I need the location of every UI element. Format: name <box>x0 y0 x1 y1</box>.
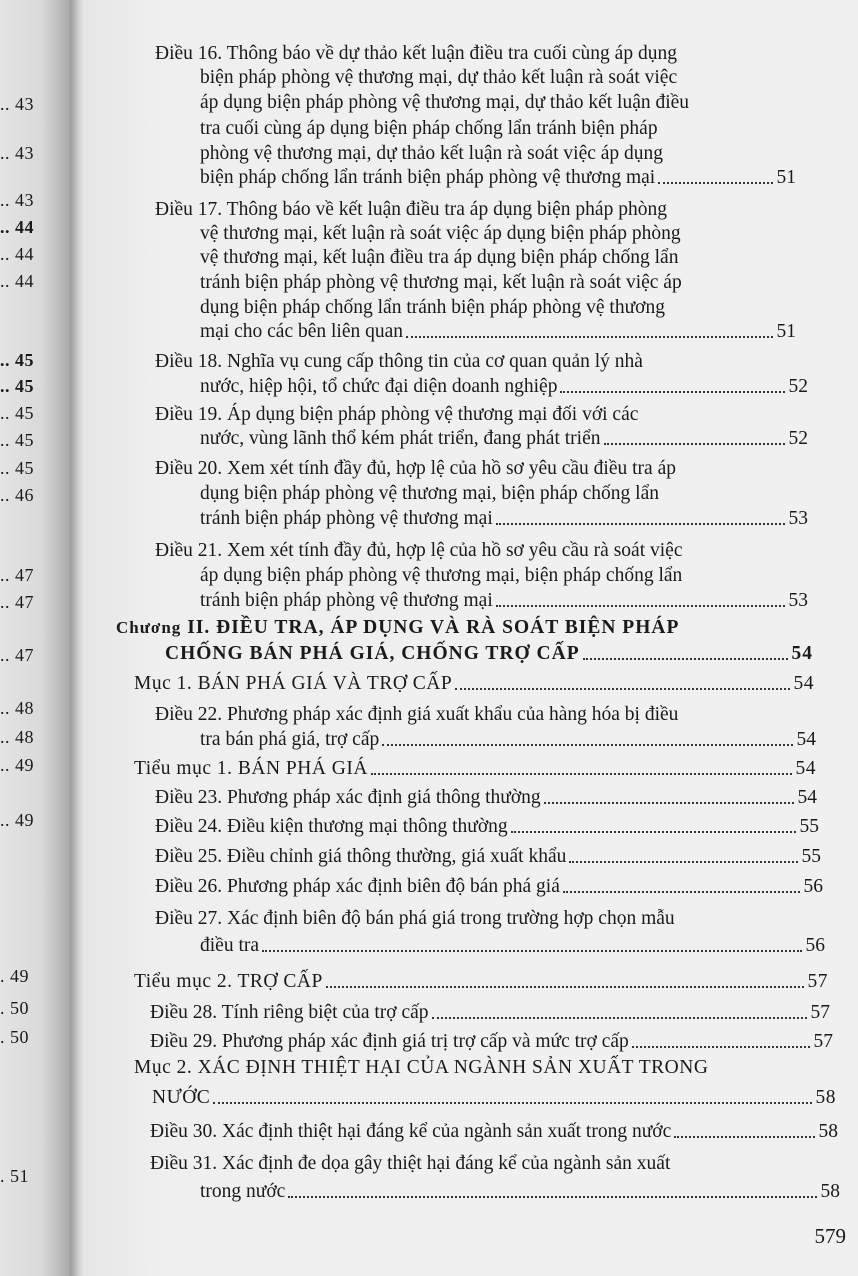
margin-page-number: .. 45 <box>0 403 34 423</box>
toc-entry-16[interactable] <box>200 166 796 190</box>
margin-page-number: . 51 <box>0 1166 29 1186</box>
toc-page-ref: 52 <box>788 428 808 449</box>
toc-entry-17[interactable] <box>200 320 796 344</box>
toc-entry-text: trong nước <box>200 1181 286 1202</box>
toc-page-ref: 56 <box>803 876 823 897</box>
toc-entry-20[interactable] <box>200 507 808 531</box>
margin-page-number: . 50 <box>0 998 29 1018</box>
toc-entry-29[interactable] <box>150 1030 833 1054</box>
toc-page-ref: 51 <box>776 167 796 188</box>
toc-page-ref: 54 <box>791 643 813 664</box>
toc-entry-text: Tiểu mục 2. TRỢ CẤP <box>134 971 323 992</box>
toc-subsection-1[interactable] <box>134 757 816 781</box>
toc-page-ref: 58 <box>820 1181 840 1202</box>
toc-entry-text: nước, hiệp hội, tổ chức đại diện doanh nghiệp <box>200 376 558 397</box>
dot-leader <box>288 1196 816 1198</box>
margin-page-number: .. 43 <box>0 190 34 210</box>
chapter-heading <box>116 616 679 640</box>
toc-entry-text: Điều 26. Phương pháp xác định biên độ bán phá giá <box>155 876 560 897</box>
toc-entry-text: nước, vùng lãnh thổ kém phát triển, đang phát triển <box>200 428 601 449</box>
toc-entry-26[interactable] <box>155 875 823 899</box>
toc-entry-31-line: Điều 31. Xác định đe dọa gây thiệt hại đáng kể của ngành sản xuất <box>150 1153 671 1174</box>
margin-page-number: .. 45 <box>0 350 34 370</box>
toc-page-ref: 54 <box>797 787 817 808</box>
toc-page-ref: 56 <box>805 935 825 956</box>
dot-leader <box>496 605 785 607</box>
dot-leader <box>658 182 772 184</box>
toc-entry-20-line: dụng biện pháp phòng vệ thương mại, biện pháp chống lẩn <box>200 483 660 504</box>
margin-page-number: .. 44 <box>0 217 34 237</box>
margin-page-number: . 49 <box>0 966 29 986</box>
toc-entry-16-line: phòng vệ thương mại, dự thảo kết luận rà soát việc áp dụng <box>200 143 664 164</box>
toc-entry-17-line: Điều 17. Thông báo về kết luận điều tra áp dụng biện pháp phòng <box>155 199 667 220</box>
toc-page-ref: 57 <box>810 1002 830 1023</box>
toc-page-ref: 57 <box>813 1031 833 1052</box>
toc-entry-22[interactable] <box>200 728 816 752</box>
toc-entry-18[interactable] <box>200 375 808 399</box>
toc-entry-text: Điều 25. Điều chỉnh giá thông thường, giá xuất khẩu <box>155 846 567 867</box>
toc-entry-text: Điều 29. Phương pháp xác định giá trị trợ cấp và mức trợ cấp <box>150 1031 629 1052</box>
toc-entry-17-line: tránh biện pháp phòng vệ thương mại, kết luận rà soát việc áp <box>200 272 682 293</box>
toc-entry-23[interactable] <box>155 786 817 810</box>
toc-section-2-line: Mục 2. XÁC ĐỊNH THIỆT HẠI CỦA NGÀNH SẢN XUẤT TRONG <box>134 1057 709 1078</box>
toc-entry-17-line: vệ thương mại, kết luận điều tra áp dụng biện pháp chống lẩn <box>200 247 679 268</box>
toc-page-ref: 53 <box>788 590 808 611</box>
margin-page-number: .. 44 <box>0 271 34 291</box>
toc-entry-16-line: biện pháp phòng vệ thương mại, dự thảo kết luận rà soát việc <box>200 67 678 88</box>
toc-entry-16-line: áp dụng biện pháp phòng vệ thương mại, dự thảo kết luận điều <box>200 92 690 113</box>
toc-entry-21[interactable] <box>200 589 808 613</box>
toc-entry-text: Tiểu mục 1. BÁN PHÁ GIÁ <box>134 758 368 779</box>
toc-entry-25[interactable] <box>155 845 821 869</box>
toc-entry-16-line: tra cuối cùng áp dụng biện pháp chống lẩn tránh biện pháp <box>200 118 658 139</box>
toc-entry-text: Điều 24. Điều kiện thương mại thông thường <box>155 816 508 837</box>
toc-entry-20-line: Điều 20. Xem xét tính đầy đủ, hợp lệ của hồ sơ yêu cầu điều tra áp <box>155 458 676 479</box>
toc-entry-27[interactable] <box>200 934 825 958</box>
toc-entry-21-line: Điều 21. Xem xét tính đầy đủ, hợp lệ của hồ sơ yêu cầu rà soát việc <box>155 540 683 561</box>
margin-page-number: .. 48 <box>0 727 34 747</box>
toc-entry-text: Mục 1. BÁN PHÁ GIÁ VÀ TRỢ CẤP <box>134 673 453 694</box>
toc-entry-17-line: dụng biện pháp chống lẩn tránh biện pháp phòng vệ thương <box>200 297 665 318</box>
toc-entry-text: biện pháp chống lẩn tránh biện pháp phòng vệ thương mại <box>200 167 656 188</box>
toc-entry-text: Điều 30. Xác định thiệt hại đáng kể của ngành sản xuất trong nước <box>150 1121 672 1142</box>
toc-entry-text: tra bán phá giá, trợ cấp <box>200 729 380 750</box>
toc-entry-18-line: Điều 18. Nghĩa vụ cung cấp thông tin của cơ quan quản lý nhà <box>155 351 643 372</box>
dot-leader <box>544 802 794 804</box>
margin-page-number: .. 47 <box>0 592 34 612</box>
toc-entry-17-line: vệ thương mại, kết luận rà soát việc áp dụng biện pháp phòng <box>200 223 681 244</box>
toc-entry-text: CHỐNG BÁN PHÁ GIÁ, CHỐNG TRỢ CẤP <box>165 643 580 664</box>
margin-page-number: . 50 <box>0 1027 29 1047</box>
dot-leader <box>583 658 788 660</box>
toc-entry-31[interactable] <box>200 1180 840 1204</box>
dot-leader <box>496 523 785 525</box>
page-number: 579 <box>814 1224 846 1248</box>
toc-section-2[interactable] <box>152 1086 836 1110</box>
toc-entry-text: mại cho các bên liên quan <box>200 321 404 342</box>
margin-page-number: .. 45 <box>0 376 34 396</box>
margin-page-number: .. 45 <box>0 430 34 450</box>
toc-page-ref: 57 <box>807 971 828 992</box>
toc-page-ref: 53 <box>788 508 808 529</box>
toc-entry-16-line: Điều 16. Thông báo về dự thảo kết luận điều tra cuối cùng áp dụng <box>155 43 677 64</box>
dot-leader <box>604 443 785 445</box>
chapter-title: II. ĐIỀU TRA, ÁP DỤNG VÀ RÀ SOÁT BIỆN PHÁP <box>187 617 680 638</box>
margin-page-number: .. 47 <box>0 645 34 665</box>
toc-page-ref: 55 <box>799 816 819 837</box>
dot-leader <box>382 744 792 746</box>
toc-page-ref: 54 <box>793 673 814 694</box>
margin-page-number: .. 46 <box>0 485 34 505</box>
toc-page-ref: 58 <box>815 1087 836 1108</box>
margin-page-number: .. 44 <box>0 244 34 264</box>
margin-page-number: .. 43 <box>0 94 34 114</box>
dot-leader <box>560 391 784 393</box>
toc-entry-text: Điều 23. Phương pháp xác định giá thông thường <box>155 787 541 808</box>
dot-leader <box>455 688 789 690</box>
toc-page-ref: 51 <box>776 321 796 342</box>
dot-leader <box>432 1017 807 1019</box>
toc-section-1[interactable] <box>134 672 814 696</box>
dot-leader <box>632 1046 810 1048</box>
margin-page-number: .. 45 <box>0 458 34 478</box>
margin-page-number: .. 48 <box>0 698 34 718</box>
toc-entry-27-line: Điều 27. Xác định biên độ bán phá giá trong trường hợp chọn mẫu <box>155 908 675 929</box>
dot-leader <box>371 773 792 775</box>
dot-leader <box>563 891 800 893</box>
toc-entry-text: Điều 28. Tính riêng biệt của trợ cấp <box>150 1002 429 1023</box>
margin-page-number: .. 43 <box>0 143 34 163</box>
toc-entry-text: NƯỚC <box>152 1087 211 1108</box>
toc-entry-21-line: áp dụng biện pháp phòng vệ thương mại, biện pháp chống lẩn <box>200 565 683 586</box>
toc-entry-19-line: Điều 19. Áp dụng biện pháp phòng vệ thương mại đối với các <box>155 404 639 425</box>
toc-page-ref: 54 <box>795 758 816 779</box>
toc-entry-24[interactable] <box>155 815 819 839</box>
margin-page-number: .. 49 <box>0 810 34 830</box>
dot-leader <box>326 986 804 988</box>
toc-page-ref: 54 <box>796 729 816 750</box>
toc-entry-text: tránh biện pháp phòng vệ thương mại <box>200 590 493 611</box>
chapter-prefix: Chương <box>116 618 182 637</box>
dot-leader <box>674 1136 814 1138</box>
dot-leader <box>213 1102 811 1104</box>
margin-page-number: .. 49 <box>0 755 34 775</box>
toc-chapter-2[interactable] <box>165 642 813 666</box>
dot-leader <box>406 336 772 338</box>
toc-page-ref: 52 <box>788 376 808 397</box>
dot-leader <box>511 831 796 833</box>
dot-leader <box>569 861 797 863</box>
toc-page-ref: 58 <box>818 1121 838 1142</box>
toc-subsection-2[interactable] <box>134 970 828 994</box>
book-gutter <box>70 0 84 1276</box>
toc-entry-30[interactable] <box>150 1120 838 1144</box>
toc-page-ref: 55 <box>801 846 821 867</box>
toc-entry-19[interactable] <box>200 427 808 451</box>
margin-page-number: .. 47 <box>0 565 34 585</box>
toc-entry-22-line: Điều 22. Phương pháp xác định giá xuất khẩu của hàng hóa bị điều <box>155 704 679 725</box>
toc-entry-28[interactable] <box>150 1001 830 1025</box>
toc-entry-text: điều tra <box>200 935 260 956</box>
previous-page-margin <box>0 0 70 1276</box>
dot-leader <box>262 950 801 952</box>
toc-entry-text: tránh biện pháp phòng vệ thương mại <box>200 508 493 529</box>
